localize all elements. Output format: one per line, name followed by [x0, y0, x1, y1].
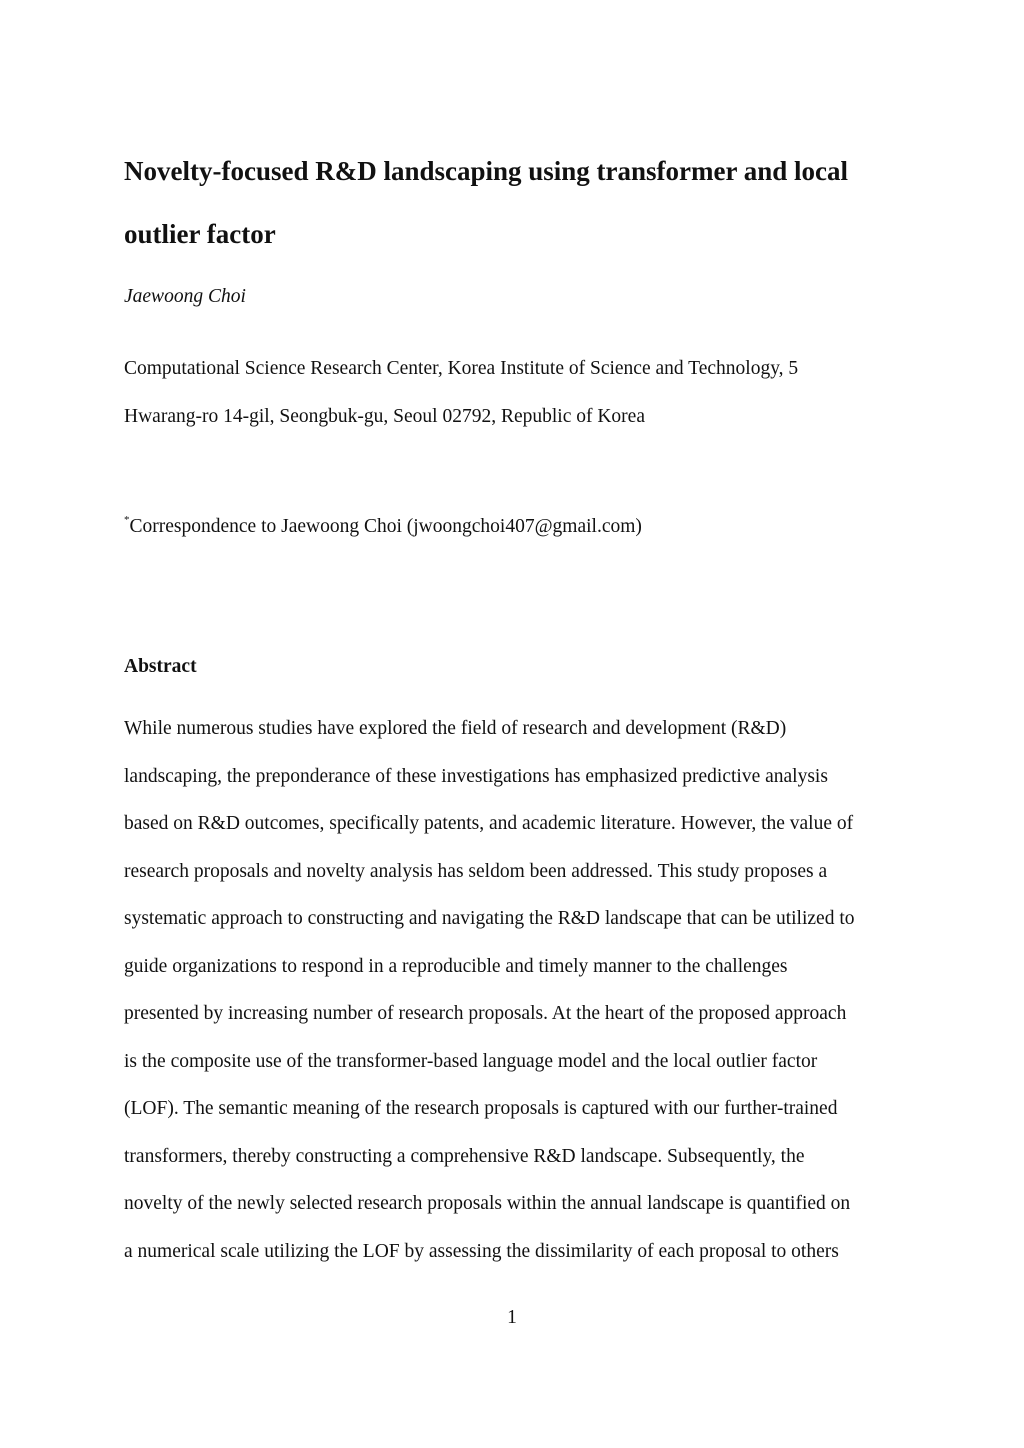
abstract-line: guide organizations to respond in a reproducible and timely manner to the challenges [124, 955, 788, 977]
abstract-line: landscaping, the preponderance of these investigations has emphasized predictive analysis [124, 765, 828, 787]
author-name: Jaewoong Choi [124, 286, 246, 307]
abstract-line: novelty of the newly selected research proposals within the annual landscape is quantified on [124, 1193, 851, 1214]
correspondence-text: Correspondence to Jaewoong Choi (jwoongchoi407@gmail.com) [129, 516, 642, 537]
abstract-line: (LOF). The semantic meaning of the research proposals is captured with our further-trained [124, 1098, 838, 1119]
title-line-1: Novelty-focused R&D landscaping using transformer and local [124, 156, 849, 186]
affiliation-line-1: Computational Science Research Center, Korea Institute of Science and Technology, 5 [124, 358, 799, 379]
abstract-line: a numerical scale utilizing the LOF by assessing the dissimilarity of each proposal to others [124, 1240, 839, 1262]
abstract-line: research proposals and novelty analysis has seldom been addressed. This study proposes a [124, 860, 828, 882]
abstract-line: is the composite use of the transformer-based language model and the local outlier factor [124, 1050, 818, 1072]
abstract-line: While numerous studies have explored the field of research and development (R&D) [124, 718, 787, 739]
abstract-line: based on R&D outcomes, specifically patents, and academic literature. However, the value of [124, 813, 854, 834]
correspondence-mark: * [124, 514, 130, 526]
abstract-heading: Abstract [124, 656, 197, 677]
abstract-line: systematic approach to constructing and navigating the R&D landscape that can be utilized to [124, 908, 855, 929]
paper-title [124, 140, 924, 266]
abstract-line: presented by increasing number of research proposals. At the heart of the proposed approach [124, 1003, 847, 1024]
author-affiliation [124, 345, 924, 440]
title-line-2: outlier factor [124, 219, 276, 249]
abstract-body [124, 714, 924, 1284]
affiliation-line-2: Hwarang-ro 14-gil, Seongbuk-gu, Seoul 02792, Republic of Korea [124, 405, 645, 427]
abstract-line: transformers, thereby constructing a comprehensive R&D landscape. Subsequently, the [124, 1145, 805, 1167]
correspondence-note [124, 516, 642, 538]
page-number: 1 [507, 1307, 517, 1328]
